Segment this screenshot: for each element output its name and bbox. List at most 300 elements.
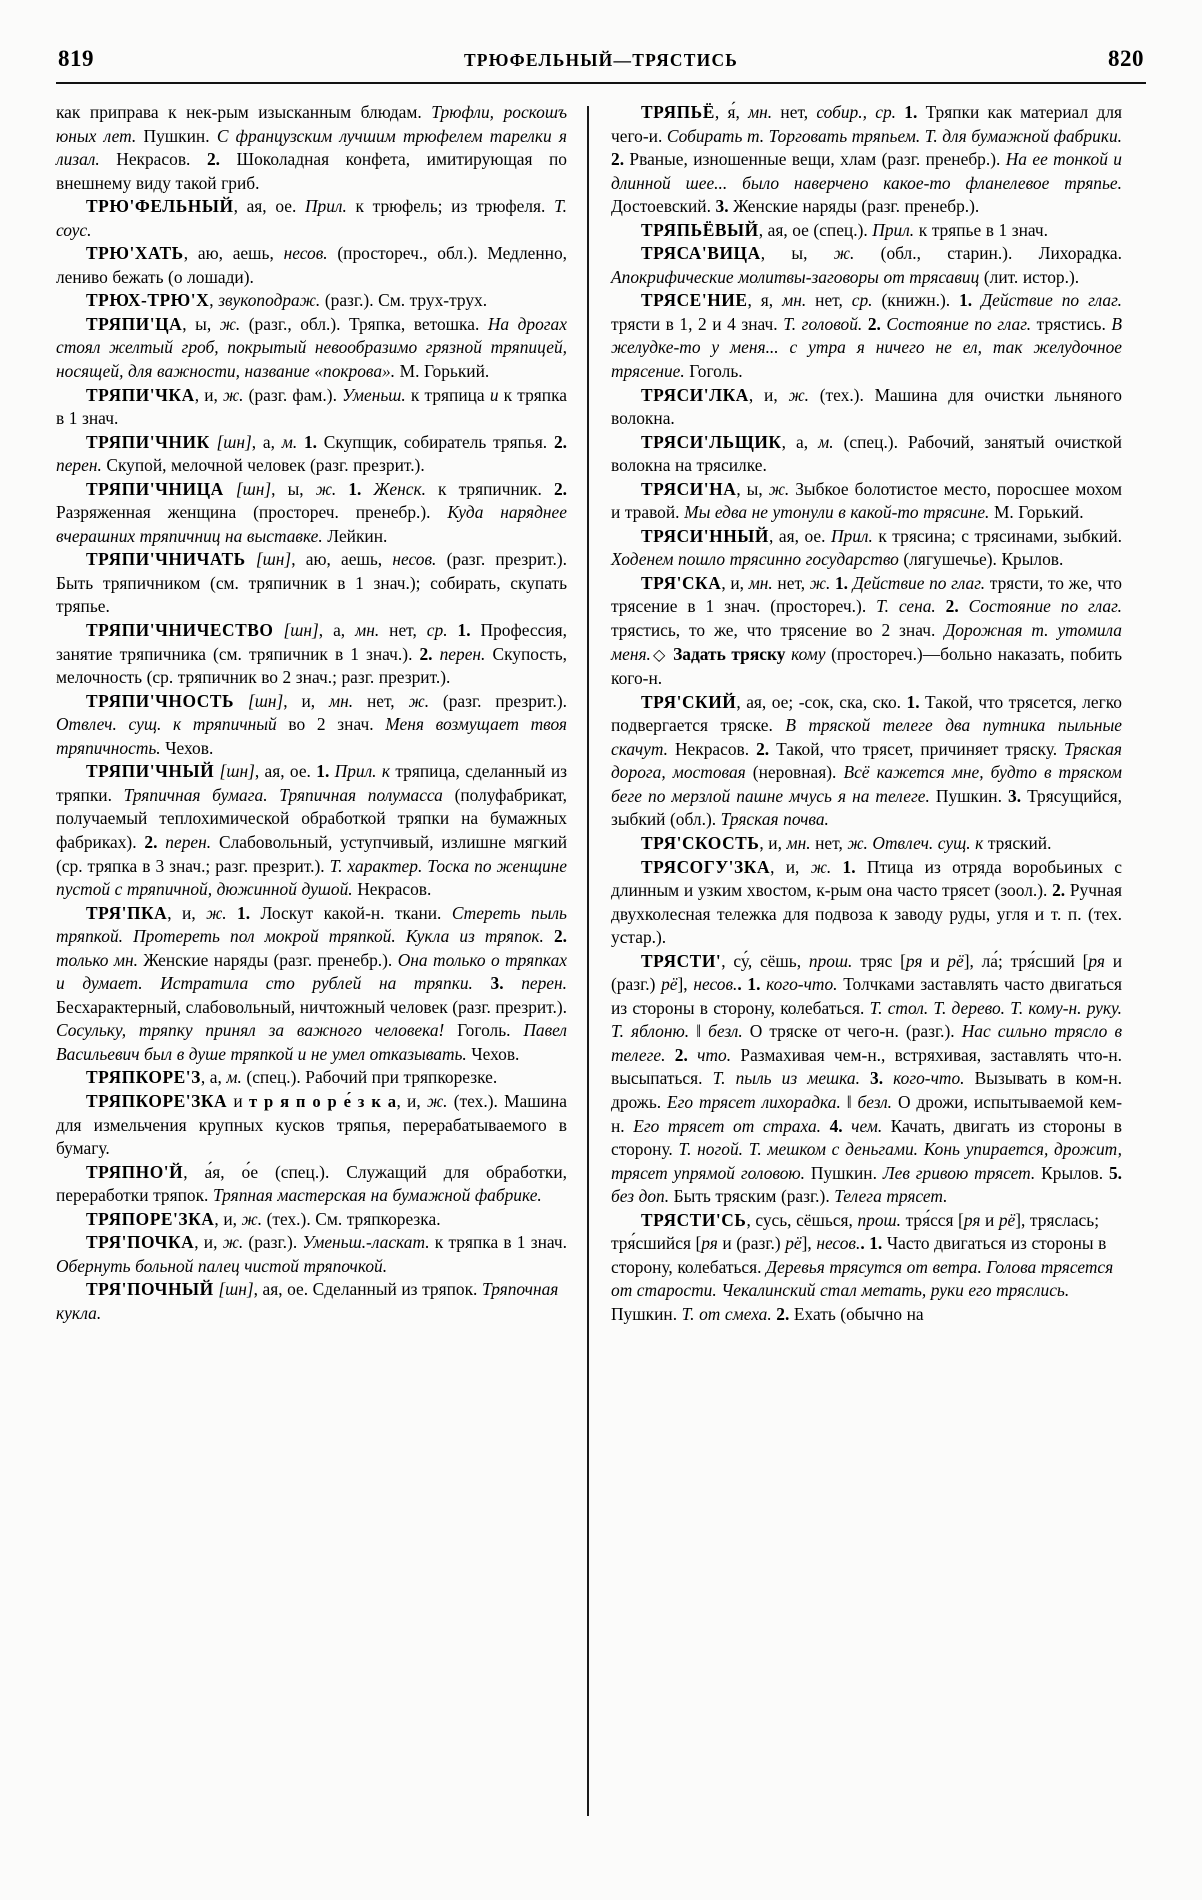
definition: (разг.). См. трух-трух.	[320, 290, 488, 311]
example-4: Т. ногой. Т. мешком с деньгами. Конь упирается, дрожит, трясет упрямой головою.	[611, 1139, 1122, 1183]
no-object-label: без доп.	[611, 1186, 670, 1207]
sense-number: 3.	[715, 196, 729, 217]
definition: Сделанный из тряпок.	[312, 1279, 482, 1300]
definition-2b: (неровная).	[745, 762, 844, 783]
sense-number: 2.	[543, 926, 567, 947]
pronunciation-note: [шн]	[219, 761, 255, 782]
definition: к трюфель; из трюфеля.	[346, 196, 555, 217]
variant-ya: ря	[963, 1209, 981, 1230]
entry-tryapichnik	[56, 431, 567, 478]
pos-label: ж.	[768, 478, 790, 499]
definition: (разг.).	[243, 1232, 303, 1253]
definition-2: Слабовольный, уступчивый, излишне мягкий (ср. тряпка в 3 знач.; разг. презрит.).	[56, 831, 568, 876]
definition-1: Лоскут какой-н. ткани.	[250, 902, 452, 923]
folio-right: 820	[1108, 46, 1144, 71]
definition: (тех.). См. тряпкорезка.	[262, 1208, 441, 1229]
plural-label: мн.	[748, 102, 773, 122]
definition-tail: во 2 знач.	[276, 714, 386, 735]
definition-2: Размахивая чем-н., встряхивая, заставлять что-н. высыпаться.	[611, 1044, 1122, 1089]
headword: ТРЯСИ'ЛЬЩИК	[641, 431, 782, 452]
grammar: , ая, ое; -сок, ска, ско.	[736, 691, 907, 712]
headword: ТРЯСИ'НА	[641, 478, 737, 499]
carryover-source-2: Некрасов.	[99, 149, 207, 170]
example-2b: Всё кажется мне, будто в тряском беге по мерзлой пашне мчусь я на телеге.	[611, 762, 1122, 806]
pos-label: ж.	[408, 690, 430, 711]
idiom-government: кому	[785, 643, 826, 664]
source-1: Пушкин.	[611, 1303, 682, 1324]
example-1: Деревья трясутся от ветра. Голова трясется от старости. Чекалинский стал метать, руки его тряслись.	[611, 1256, 1114, 1301]
example-1: Собирать т. Торговать тряпьем. Т. для бумажной фабрики.	[666, 125, 1122, 146]
entry-tryapichnichestvo	[56, 619, 567, 690]
abstract-label: Отвлеч. сущ.	[56, 714, 162, 735]
entry-tryasti	[611, 950, 1122, 1209]
headword: ТРЯ'СКОСТЬ	[641, 832, 760, 853]
example-1: Т. стол. Т. дерево. Т. кому-н. руку. Т. яблоню.	[611, 997, 1122, 1042]
label: Прил.	[830, 525, 873, 546]
sense-number: 2.	[665, 1044, 688, 1065]
example-1b: Нас сильно трясло в телеге.	[611, 1021, 1122, 1065]
headword: ТРЮ'ХАТЬ	[86, 243, 184, 264]
sense-number: 1.	[830, 572, 849, 593]
definition-2: трястись.	[1031, 313, 1112, 334]
reference: к	[376, 761, 391, 782]
entry-tryapkorez	[56, 1066, 567, 1090]
definition-3: Вызывать в ком-н. дрожь.	[611, 1068, 1122, 1112]
pos-label: ср.	[426, 620, 448, 641]
grammar: , я́,	[714, 102, 749, 122]
left-column	[56, 101, 587, 1846]
pos-label: несов.	[816, 1233, 861, 1254]
definition-4: Качать, двигать из стороны в сторону.	[611, 1115, 1123, 1160]
running-title: ТРЮФЕЛЬНЫЙ—ТРЯСТИСЬ	[463, 50, 739, 70]
source: Некрасов.	[352, 879, 432, 900]
entry-tryaska	[611, 572, 1122, 691]
label: Прил.	[329, 761, 377, 782]
variant-yo: рё	[998, 1209, 1016, 1230]
conjunction: и	[922, 950, 948, 971]
plural-label: мн.	[355, 620, 380, 641]
plural-tail: нет,	[806, 290, 852, 311]
entry-tryapichnichat	[56, 548, 567, 619]
grammar: , ая, ое.	[233, 196, 305, 217]
participle-form: ], ла́; тря́сший [	[963, 950, 1089, 971]
definition-3b: О дрожи, испытываемой кем-н.	[611, 1091, 1122, 1136]
past-label: прош.	[857, 1209, 902, 1230]
definition: (тех.). Машина для очистки льняного волокна.	[611, 384, 1122, 429]
carryover-quote-2: С французским лучшим трюфелем тарелки я лизал.	[56, 125, 567, 170]
definition-1: Скупщик, собиратель тряпья.	[317, 431, 554, 452]
pos-label: ж.	[315, 478, 337, 499]
grammar: , и,	[748, 384, 789, 405]
sense-number: 4.	[821, 1115, 843, 1136]
headword: ТРЯПЬЁ	[641, 102, 715, 122]
entry-tryaskost	[611, 832, 1122, 856]
pos-label: несов.	[392, 549, 437, 570]
pronunciation-note: [шн]	[216, 431, 252, 452]
sense-number: 1.	[303, 431, 318, 452]
entry-tryapichka	[56, 384, 567, 431]
definition-3: Бесхарактерный, слабовольный, ничтожный человек (разг. презрит.).	[56, 996, 567, 1017]
collective-label: собир.	[816, 102, 863, 122]
quotation-tail: (лит. истор.).	[979, 266, 1080, 287]
pos-label: , ср.	[862, 102, 896, 122]
sense-number: 1.	[906, 691, 920, 712]
source-4: Пушкин.	[805, 1162, 883, 1183]
headword: ТРЯСТИ'СЬ	[641, 1209, 747, 1230]
sense-number: 1.	[896, 102, 918, 122]
source-2: Пушкин.	[929, 785, 1008, 806]
source: Лейкин.	[322, 525, 388, 546]
entry-tryaskij	[611, 691, 1122, 832]
transfer-label: перен.	[56, 455, 102, 476]
example-5b: Телега трясет.	[834, 1186, 948, 1207]
carryover-paragraph	[56, 101, 567, 195]
definition-1: Часто двигаться из стороны в сторону, колебаться.	[611, 1233, 1107, 1277]
grammar: , а́я, о́е (спец.).	[183, 1161, 347, 1182]
headword: ТРЮ'ФЕЛЬНЫЙ	[86, 196, 234, 217]
sense-number: 2.	[611, 149, 625, 170]
pos-label: ж.	[223, 384, 244, 405]
example-1: Тряпичная бумага. Тряпичная полумасса	[123, 784, 443, 805]
definition: (разг. фам.).	[243, 384, 343, 405]
bracket-close: ],	[677, 974, 694, 995]
usage-label: только мн.	[56, 949, 138, 970]
source: Крылов.	[1001, 549, 1064, 570]
source: М. Горький.	[989, 502, 1084, 523]
definition: (спец.). Рабочий, занятый очисткой волокна на трясилке.	[611, 431, 1122, 476]
pos-label: несов.	[693, 974, 738, 995]
definition-1: Профессия, занятие тряпичника (см. тряпичник в 1 знач.).	[56, 620, 567, 664]
definition-2: Такой, что трясет, причиняет тряску.	[769, 738, 1064, 759]
headword: ТРЯПКОРЕ'ЗКА	[86, 1090, 228, 1111]
bracket-close: ],	[801, 1233, 817, 1254]
sense-number: 2.	[206, 149, 220, 170]
sense-number: 2.	[756, 738, 770, 759]
definition-1: Птица из отряда воробьиных с длинным и узким хвостом, к-рым она часто трясет (зоол.).	[611, 856, 1122, 901]
example-1b: Т. от смеха.	[681, 1303, 772, 1324]
past-form: тря́сся [	[901, 1209, 964, 1230]
headword: ТРЯ'ПОЧКА	[86, 1232, 195, 1253]
example-1: Т. сена.	[876, 596, 936, 617]
definition: Зыбкое болотистое место, поросшее мохом и травой.	[611, 478, 1122, 523]
grammar: , а,	[318, 620, 356, 641]
two-column-body	[56, 101, 1146, 1846]
grammar: , и,	[194, 384, 223, 405]
definition-2: Скупой, мелочной человек (разг. презрит.).	[101, 455, 425, 476]
example-2: Т. характер. Тоска по женщине пустой с тряпичной, дюжинной душой.	[56, 855, 567, 900]
entry-tryufelnyj	[56, 195, 567, 242]
folio-left: 819	[58, 46, 94, 71]
example: Тряпочная кукла.	[56, 1279, 559, 1323]
example-5: Лев гривою трясет.	[882, 1162, 1036, 1183]
entry-tryapkorezka	[56, 1090, 567, 1161]
entry-tryapnoj	[56, 1161, 567, 1208]
pos-label: м.	[818, 431, 834, 452]
definition-1: тряпица, сделанный из тряпки.	[56, 761, 567, 805]
definition-1: Толчками заставлять часто двигаться из стороны в сторону, колебаться.	[611, 974, 1123, 1018]
conjunction: и	[980, 1209, 999, 1230]
headword: ТРЯПНО'Й	[86, 1161, 184, 1182]
sense-number: 2.	[553, 431, 567, 452]
definition: (разг. презрит.).	[429, 690, 567, 711]
headword: ТРЯПИ'ЧНИЧЕСТВО	[86, 620, 274, 641]
definition: Служащий для обработки, переработки тряпок.	[56, 1161, 567, 1206]
usage-note: (книжн.).	[872, 290, 960, 311]
pos-label: м.	[226, 1067, 242, 1088]
definition: тряский.	[983, 832, 1052, 853]
grammar: , су́, сёшь,	[721, 950, 809, 971]
sense-number: 2.	[553, 478, 567, 499]
grammar: , а,	[781, 431, 819, 452]
example-1: Стереть пыль тряпкой. Протереть пол мокрой тряпкой. Кукла из тряпок.	[56, 902, 567, 947]
quotation: Меня возмущает твоя тряпичность.	[56, 714, 567, 758]
grammar: , ы,	[271, 478, 316, 499]
transfer-label: перен.	[503, 973, 567, 994]
quotation: Мы едва не утонули в какой-то трясине.	[684, 502, 990, 523]
grammar: , аю, аешь,	[183, 243, 284, 264]
entry-tryapichnost	[56, 690, 567, 761]
government-1: кого-что.	[760, 974, 838, 995]
entry-tryasoguzka	[611, 856, 1122, 950]
entry-tryuh-tryuh	[56, 289, 567, 313]
headword: ТРЯПИ'ЧНИК	[86, 431, 210, 452]
definition-1: трясти в 1, 2 и 4 знач.	[611, 313, 784, 334]
plural-label: мн.	[748, 572, 773, 593]
source-3: Гоголь.	[444, 1020, 524, 1041]
reference: к	[970, 832, 984, 853]
headword: ТРЯ'ПКА	[86, 902, 168, 923]
headword: ТРЯСИ'ННЫЙ	[641, 525, 769, 546]
grammar: , ы,	[736, 478, 769, 499]
variant-conjunction: и	[227, 1090, 249, 1111]
variant-ya: ря	[1088, 950, 1105, 971]
pos-label: ж.	[847, 832, 868, 853]
sense-number: 1.	[842, 856, 856, 877]
headword: ТРЯПЬЁВЫЙ	[641, 219, 759, 240]
entry-tryaporezka	[56, 1208, 567, 1232]
sense-number: 2.	[935, 596, 959, 617]
plural-label: мн.	[782, 290, 807, 311]
example-1: В тряской телеге два путника пыльные скачут.	[611, 715, 1122, 759]
idiom-phrase: Задать тряску	[667, 643, 786, 664]
grammar: , и,	[770, 856, 811, 877]
example-3: Тряская почва.	[720, 809, 829, 830]
source: М. Горький.	[395, 361, 490, 382]
headword: ТРЮХ-ТРЮ'Х	[86, 290, 210, 311]
headword: ТРЯСА'ВИЦА	[641, 243, 761, 264]
definition-5: Быть тряским (разг.).	[669, 1186, 835, 1207]
plural-label: мн.	[329, 690, 354, 711]
definition: (обл., старин.). Лихорадка.	[854, 243, 1122, 264]
action-label: Действие по глаг.	[972, 290, 1123, 311]
source-1: Некрасов.	[668, 738, 757, 759]
grammar: , сусь, сёшься,	[746, 1209, 858, 1230]
definition: (спец.). Рабочий при тряпкорезке.	[241, 1067, 498, 1088]
headword: ТРЯПИ'ЧНОСТЬ	[86, 690, 235, 711]
right-column	[589, 101, 1122, 1846]
pronunciation-note: [шн]	[255, 549, 292, 570]
grammar: , и,	[759, 832, 787, 853]
example-2: Тряская дорога, мостовая	[611, 738, 1122, 783]
quotation: На дрогах стоял желтый гроб, покрытый невообразимо грязной тряпицей, носящей, для важности, название «покрова».	[56, 313, 567, 382]
conjunction: и (разг.)	[611, 950, 1122, 995]
grammar: , и,	[167, 902, 207, 923]
grammar: , ая, ое.	[769, 525, 831, 546]
headword: ТРЯПИ'ЧКА	[86, 384, 195, 405]
past-label: прош.	[808, 950, 853, 971]
definition: (разг., обл.). Тряпка, ветошка.	[240, 313, 488, 334]
feminine-label: Женск.	[361, 478, 426, 499]
state-label: Состояние по глаг.	[958, 596, 1122, 617]
sense-number: . 1.	[737, 974, 761, 995]
variant-yo: рё	[947, 950, 964, 971]
pos-label: ж.	[241, 1208, 263, 1229]
quotation: Ходенем пошло трясинно государство	[611, 549, 899, 570]
definition: к трясина; с трясинами, зыбкий.	[872, 525, 1122, 546]
pronunciation-note: [шн]	[283, 620, 319, 641]
state-label: Состояние по глаг.	[880, 313, 1032, 334]
grammar: , а,	[251, 431, 282, 452]
definition-2: Разряженная женщина (простореч. пренебр.).	[56, 502, 448, 523]
entry-tryuhat	[56, 242, 567, 289]
example-3: Сосульку, тряпку принял за важного человека!	[56, 1020, 445, 1041]
plural-tail: нет,	[810, 832, 848, 853]
entry-tryasilshchik	[611, 431, 1122, 478]
sense-number: 3.	[859, 1068, 884, 1089]
conjunction: и	[489, 384, 499, 405]
source: Чехов.	[160, 737, 214, 758]
transfer-label: перен.	[157, 831, 212, 852]
sense-number: 3.	[1008, 785, 1022, 806]
diminutive-label: Уменьш.	[342, 384, 406, 405]
definition-1: Такой, что трясется, легко подвергается тряске.	[611, 691, 1122, 736]
grammar: , а,	[200, 1067, 227, 1088]
pos-label: ж.	[219, 313, 241, 334]
pos-label: ж.	[788, 384, 809, 405]
pos-label: ср.	[851, 290, 873, 311]
sense-number: . 1.	[860, 1233, 883, 1254]
grammar: , ая, ое.	[253, 1279, 313, 1300]
quotation: Куда наряднее вчерашних тряпичниц на выставке.	[56, 502, 567, 546]
pos-label: м.	[281, 431, 298, 452]
variant-headword: т р я п о р е́ з к а	[248, 1091, 397, 1111]
headword: ТРЯ'ПОЧНЫЙ	[86, 1279, 214, 1300]
definition-2: Ручная двухколесная тележка для подвоза к заводу руды, угля и т. п. (тех. устар.).	[611, 880, 1122, 948]
sense-number: 2.	[771, 1303, 790, 1324]
pos-label: ж.	[222, 1232, 244, 1253]
grammar: , и,	[721, 572, 749, 593]
headword: ТРЯПИ'ЦА	[86, 313, 183, 334]
running-head	[56, 46, 1146, 76]
government-3: кого-что.	[883, 1068, 965, 1089]
entry-tryapyovyj	[611, 219, 1122, 243]
grammar: , и,	[194, 1232, 223, 1253]
variant-yo: рё	[785, 1233, 802, 1254]
entry-tryasilka	[611, 384, 1122, 431]
example-3: Его трясет лихорадка.	[667, 1091, 841, 1112]
definition: (разг. презрит.). Быть тряпичником (см. тряпичник в 1 знач.); собирать, скупать тряпье.	[56, 549, 567, 617]
entry-tryapochnyj	[56, 1278, 567, 1325]
sense-number: 2.	[1052, 880, 1066, 901]
headword: ТРЯПИ'ЧНЫЙ	[86, 761, 215, 782]
pos-label: ж.	[809, 572, 831, 593]
headword: ТРЯПОРЕ'ЗКА	[86, 1208, 215, 1229]
pos-label: ж.	[810, 856, 832, 877]
carryover-quote: Трюфли, роскошъ юных лет.	[56, 102, 567, 146]
sense-number: 1.	[959, 290, 973, 311]
impersonal-label-1: ǁ безл.	[689, 1021, 743, 1042]
pronunciation-note: [шн]	[218, 1279, 254, 1300]
quotation-tail: (лягушечье).	[898, 549, 1002, 570]
example-2: Дорожная т. утомила меня.	[611, 620, 1123, 664]
past-form: тряс [	[852, 950, 906, 971]
example: Т. соус.	[56, 196, 567, 240]
example-2: Т. пыль из мешка.	[712, 1068, 860, 1089]
grammar: , ая, ое.	[254, 761, 317, 782]
headword: ТРЯСИ'ЛКА	[641, 384, 749, 405]
impersonal-label-3: ǁ безл.	[840, 1091, 893, 1112]
grammar: , ы,	[182, 313, 220, 334]
plural-label: мн.	[786, 832, 811, 853]
definition-tail: к тряпка в 1 знач.	[429, 1232, 568, 1253]
sense-number: 2.	[144, 831, 158, 852]
headword: ТРЯ'СКА	[641, 572, 722, 593]
entry-tryasina	[611, 478, 1122, 525]
headword: ТРЯПИ'ЧНИЦА	[86, 478, 224, 499]
entry-tryapka	[56, 902, 567, 1067]
grammar: , аю, аешь,	[291, 549, 393, 570]
definition-tail-2: к тряпка в 1 знач.	[56, 384, 567, 429]
sense-number: 1.	[348, 478, 362, 499]
quotation: Обернуть больной палец чистой тряпочкой.	[56, 1255, 388, 1276]
grammar: , я,	[747, 290, 783, 311]
example-4: Павел Васильевич был в душе тряпкой и не умел отказывать.	[56, 1020, 567, 1064]
example-2: В желудке-то у меня... с утра я ничего не ел, так желудочное трясение.	[611, 313, 1122, 382]
label: Прил.	[872, 219, 915, 240]
example-3b: Его трясет от страха.	[633, 1115, 822, 1136]
grammar: , ы,	[760, 243, 834, 264]
label: Прил.	[304, 196, 347, 217]
participle-form: ], тряслась; тря́сшийся [	[611, 1209, 1100, 1254]
definition-2: Рваные, изношенные вещи, хлам (разг. пренебр.).	[624, 149, 1006, 170]
source-2: Достоевский.	[611, 196, 716, 217]
entry-tryapica	[56, 313, 567, 384]
definition: (простореч., обл.). Медленно, лениво бежать (о лошади).	[56, 243, 567, 287]
header-rule	[56, 82, 1146, 84]
headword: ТРЯСТИ'	[641, 950, 722, 971]
sense-number: 2.	[862, 313, 881, 334]
reference: к тряпичный	[161, 714, 277, 735]
definition-2: Женские наряды (разг. пренебр.).	[138, 949, 398, 970]
definition-2: Скупость, мелочность (ср. тряпичник во 2 знач.; разг. презрит.).	[56, 643, 567, 688]
pos-label: ж.	[206, 902, 227, 923]
idiom-definition: (простореч.)—больно наказать, побить кого-н.	[611, 643, 1122, 689]
conjunction: и (разг.)	[717, 1233, 786, 1254]
pos-label: ж.	[833, 243, 855, 264]
carryover-text-2: Шоколадная конфета, имитирующая по внешнему виду такой гриб.	[56, 149, 568, 193]
source: Гоголь.	[684, 361, 743, 382]
definition-3: Женские наряды (разг. пренебр.).	[728, 196, 980, 217]
example-1: Т. головой.	[783, 313, 863, 334]
headword: ТРЯПИ'ЧНИЧАТЬ	[86, 549, 246, 570]
government-4: чем.	[842, 1115, 883, 1136]
sense-number: 3.	[472, 973, 504, 994]
definition-1: трясти, то же, что трясение в 1 знач. (простореч.).	[611, 572, 1123, 617]
headword: ТРЯСОГУ'ЗКА	[641, 856, 771, 877]
definition: к тряпье в 1 знач.	[914, 219, 1049, 240]
entry-tryapochka	[56, 1231, 567, 1278]
diminutive-label: Уменьш.-ласкат.	[302, 1232, 430, 1253]
